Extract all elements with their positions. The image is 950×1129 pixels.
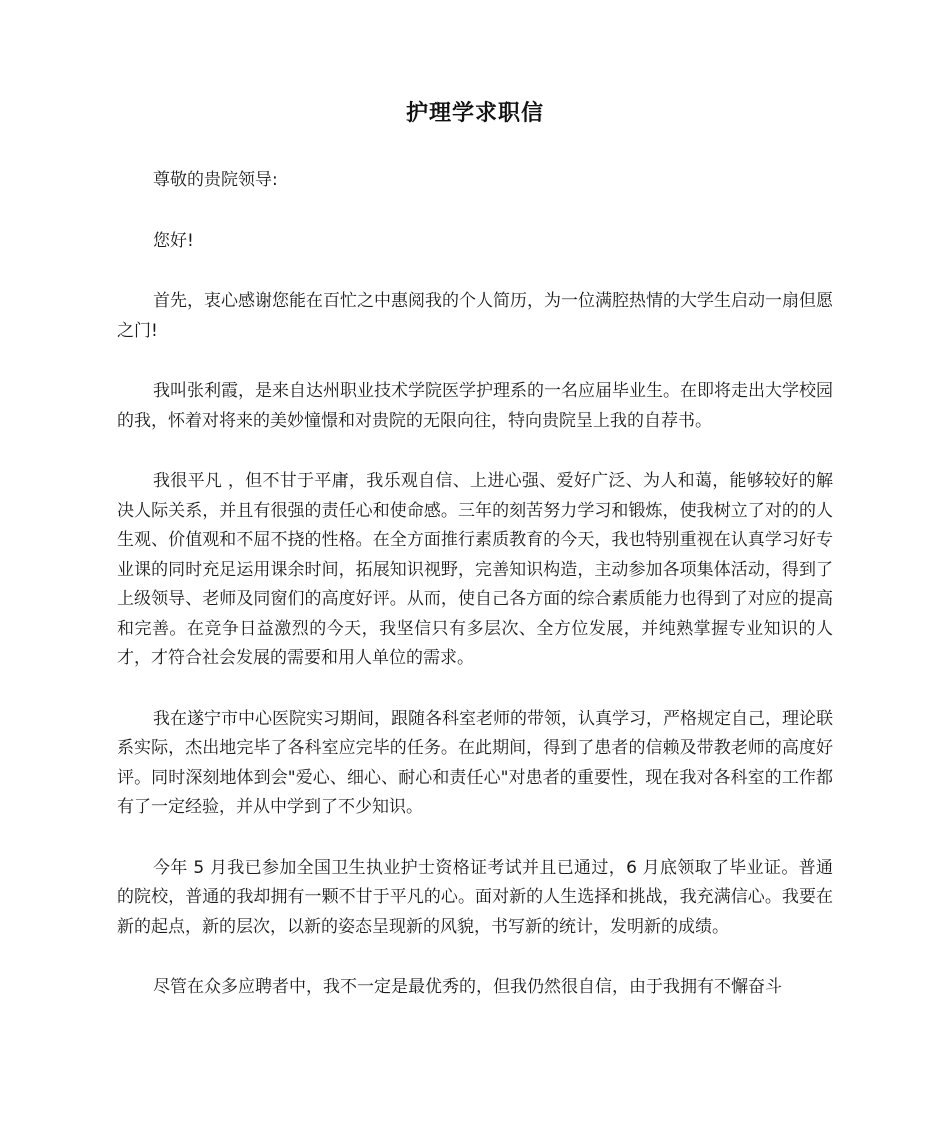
paragraph-qualification: 今年 5 月我已参加全国卫生执业护士资格证考试并且已通过，6 月底领取了毕业证。普通的院校，普通的我却拥有一颗不甘于平凡的心。面对新的人生选择和挑战，我充满信心。我要在新的起点，新的层次，以新的姿态呈现新的风貌，书写新的统计，发明新的成绩。 (117, 857, 833, 937)
document-body (117, 166, 833, 1034)
document-title: 护理学求职信 (405, 101, 544, 126)
paragraph-confidence: 尽管在众多应聘者中，我不一定是最优秀的，但我仍然很自信，由于我拥有不懈奋斗 (153, 977, 782, 997)
salutation: 尊敬的贵院领导: (153, 170, 278, 190)
paragraph-introduction: 我叫张利霞，是来自达州职业技术学院医学护理系的一名应届毕业生。在即将走出大学校园的我，怀着对将来的美妙憧憬和对贵院的无限向往，特向贵院呈上我的自荐书。 (117, 381, 833, 431)
paragraph-internship: 我在遂宁市中心医院实习期间，跟随各科室老师的带领，认真学习，严格规定自己，理论联系实际，杰出地完毕了各科室应完毕的任务。在此期间，得到了患者的信赖及带教老师的高度好评。同时深刻地体到会"爱心、细心、耐心和责任心"对患者的重要性，现在我对各科室的工作都有了一定经验，并从中学到了不少知识。 (117, 708, 833, 817)
paragraph-personality: 我很平凡 ，但不甘于平庸，我乐观自信、上进心强、爱好广泛、为人和蔼，能够较好的解决人际关系，并且有很强的责任心和使命感。三年的刻苦努力学习和锻炼，使我树立了对的的人生观、价值观和不屈不挠的性格。在全方面推行素质教育的今天，我也特别重视在认真学习好专业课的同时充足运用课余时间，拓展知识视野，完善知识构造，主动参加各项集体活动，得到了上级领导、老师及同窗们的高度好评。从而，使自己各方面的综合素质能力也得到了对应的提高和完善。在竞争日益激烈的今天，我坚信只有多层次、全方位发展，并纯熟掌握专业知识的人才，才符合社会发展的需要和用人单位的需求。 (117, 471, 833, 668)
greeting: 您好! (153, 230, 194, 251)
paragraph-thanks: 首先，衷心感谢您能在百忙之中惠阅我的个人简历，为一位满腔热情的大学生启动一扇但愿之门! (117, 291, 833, 341)
